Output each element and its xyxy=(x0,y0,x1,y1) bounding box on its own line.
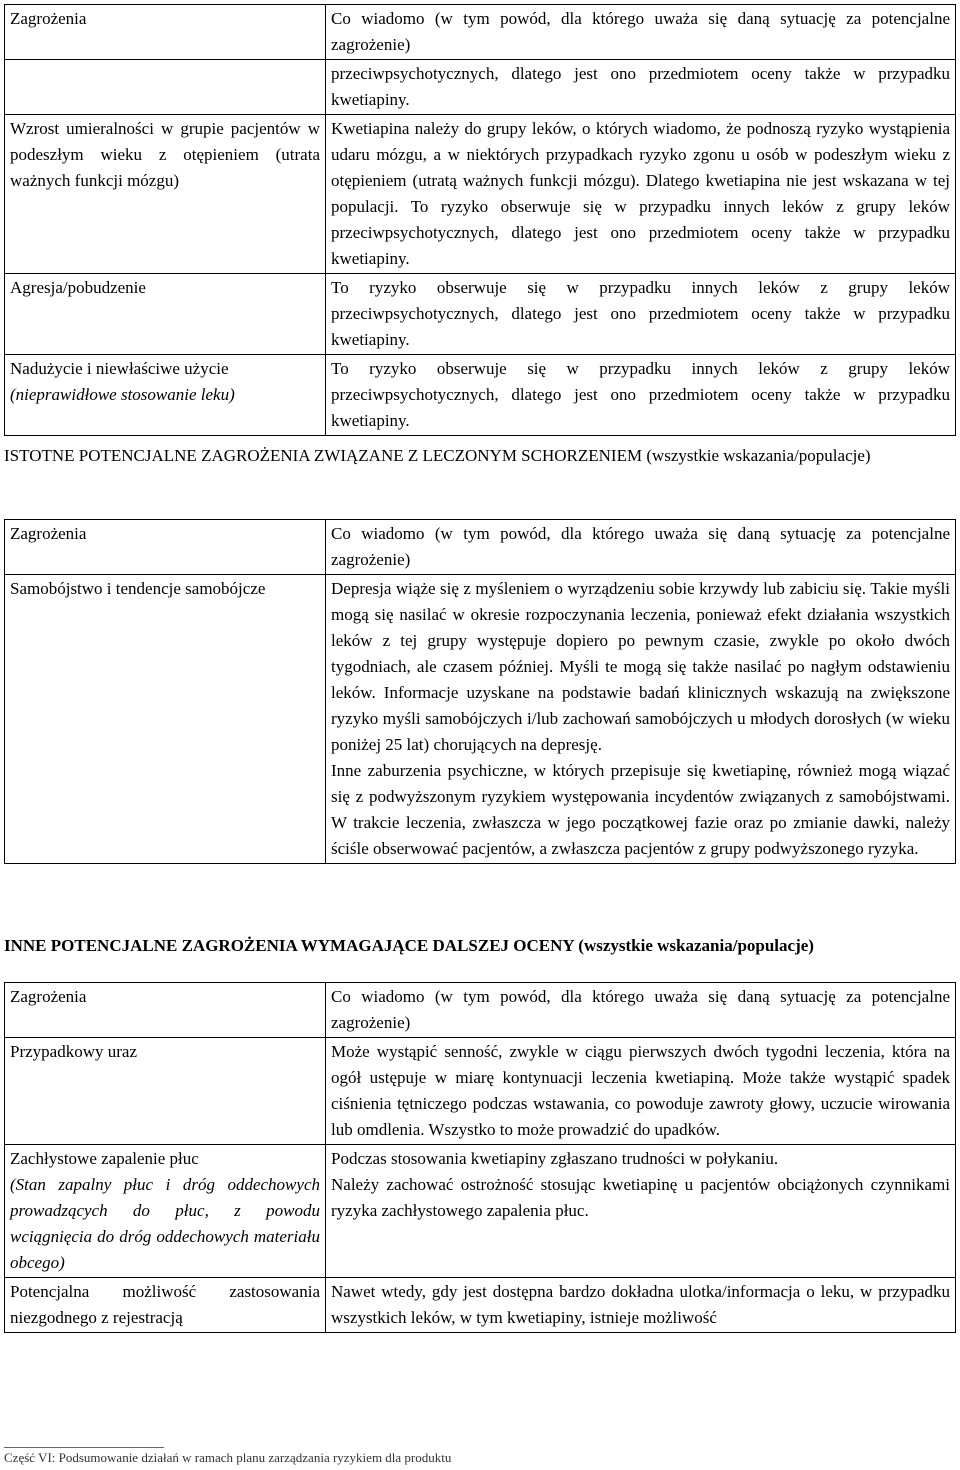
table-cell: Co wiadomo (w tym powód, dla którego uważa się daną sytuację za potencjalne zagrożenie) xyxy=(326,5,956,60)
table-cell: Kwetiapina należy do grupy leków, o których wiadomo, że podnoszą ryzyko wystąpienia udaru mózgu, a w niektórych przypadkach ryzyko zgonu u osób w podeszłym wieku z otępieniem (utratą ważnych funkcji mózgu). Dlatego kwetiapina nie jest wskazana w tej populacji. To ryzyko obserwuje się w przypadku innych leków z grupy leków przeciwpsychotycznych, dlatego jest ono przedmiotem oceny także w przypadku kwetiapiny. xyxy=(326,115,956,274)
footer-divider xyxy=(4,1447,164,1448)
table-cell: Agresja/pobudzenie xyxy=(5,274,326,355)
paragraph: Należy zachować ostrożność stosując kwetiapinę u pacjentów obciążonych czynnikami ryzyka zachłystowego zapalenia płuc. xyxy=(331,1175,950,1220)
column-header: Co wiadomo (w tym powód, dla którego uważa się daną sytuację za potencjalne zagrożenie) xyxy=(326,983,956,1038)
table-cell: To ryzyko obserwuje się w przypadku innych leków z grupy leków przeciwpsychotycznych, dlatego jest ono przedmiotem oceny także w przypadku kwetiapiny. xyxy=(326,355,956,436)
table-row xyxy=(5,5,956,60)
risk-name: Nadużycie i niewłaściwe użycie xyxy=(10,359,229,378)
risk-table-1 xyxy=(4,4,956,436)
section-heading-other-risks: INNE POTENCJALNE ZAGROŻENIA WYMAGAJĄCE DALSZEJ OCENY (wszystkie wskazania/populacje) xyxy=(4,936,814,955)
table-row xyxy=(5,1145,956,1278)
table-cell: przeciwpsychotycznych, dlatego jest ono przedmiotem oceny także w przypadku kwetiapiny. xyxy=(326,60,956,115)
table-cell xyxy=(326,575,956,864)
table-cell: Może wystąpić senność, zwykle w ciągu pierwszych dwóch tygodni leczenia, która na ogół ustępuje w miarę kontynuacji leczenia kwetiapiną. Może także wystąpić spadek ciśnienia tętniczego podczas wstawania, co powoduje zawroty głowy, uczucie wirowania lub omdlenia. Wszystko to może prowadzić do upadków. xyxy=(326,1038,956,1145)
risk-note: (Stan zapalny płuc i dróg oddechowych prowadzących do płuc, z powodu wciągnięcia do dróg oddechowych materiału obcego) xyxy=(10,1175,320,1272)
paragraph: Inne zaburzenia psychiczne, w których przepisuje się kwetiapinę, również mogą wiązać się z podwyższonym ryzykiem występowania incydentów związanych z samobójstwami. W trakcie leczenia, zwłaszcza w jego początkowej fazie oraz po zmianie dawki, należy ściśle obserwować pacjentów, a zwłaszcza pacjentów z grupy podwyższonego ryzyka. xyxy=(331,761,950,858)
table-cell xyxy=(5,1145,326,1278)
table-row xyxy=(5,1278,956,1333)
page-footer: Część VI: Podsumowanie działań w ramach planu zarządzania ryzykiem dla produktu xyxy=(4,1450,452,1465)
risk-name: Zachłystowe zapalenie płuc xyxy=(10,1149,199,1168)
table-cell: Samobójstwo i tendencje samobójcze xyxy=(5,575,326,864)
table-cell: Zagrożenia xyxy=(5,5,326,60)
table-cell: Potencjalna możliwość zastosowania niezgodnego z rejestracją xyxy=(5,1278,326,1333)
table-cell: Wzrost umieralności w grupie pacjentów w podeszłym wieku z otępieniem (utrata ważnych funkcji mózgu) xyxy=(5,115,326,274)
table-row xyxy=(5,274,956,355)
table-header-row xyxy=(5,520,956,575)
table-cell: Przypadkowy uraz xyxy=(5,1038,326,1145)
column-header: Zagrożenia xyxy=(5,983,326,1038)
table-cell xyxy=(5,355,326,436)
table-row xyxy=(5,60,956,115)
column-header: Zagrożenia xyxy=(5,520,326,575)
table-cell: To ryzyko obserwuje się w przypadku innych leków z grupy leków przeciwpsychotycznych, dlatego jest ono przedmiotem oceny także w przypadku kwetiapiny. xyxy=(326,274,956,355)
table-header-row xyxy=(5,983,956,1038)
table-row xyxy=(5,1038,956,1145)
table-row xyxy=(5,355,956,436)
paragraph: Podczas stosowania kwetiapiny zgłaszano trudności w połykaniu. xyxy=(331,1149,779,1168)
table-cell xyxy=(5,60,326,115)
risk-table-3 xyxy=(4,982,956,1333)
risk-note: (nieprawidłowe stosowanie leku) xyxy=(10,385,235,404)
table-row xyxy=(5,115,956,274)
table-cell xyxy=(326,1145,956,1278)
section-heading-important-risks: ISTOTNE POTENCJALNE ZAGROŻENIA ZWIĄZANE Z LECZONYM SCHORZENIEM (wszystkie wskazania/populacje) xyxy=(4,446,871,465)
risk-table-2 xyxy=(4,519,956,864)
paragraph: Depresja wiąże się z myśleniem o wyrządzeniu sobie krzywdy lub zabiciu się. Takie myśli mogą się nasilać w okresie rozpoczynania leczenia, ponieważ efekt działania wszystkich leków z tej grupy występuje dopiero po pewnym czasie, zwykle po około dwóch tygodniach, ale czasem później. Myśli te mogą się także nasilać po nagłym odstawieniu leków. Informacje uzyskane na podstawie badań klinicznych wskazują na zwiększone ryzyko myśli samobójczych i/lub zachowań samobójczych u młodych dorosłych (w wieku poniżej 25 lat) chorujących na depresję. xyxy=(331,579,950,754)
table-row xyxy=(5,575,956,864)
table-cell: Nawet wtedy, gdy jest dostępna bardzo dokładna ulotka/informacja o leku, w przypadku wszystkich leków, w tym kwetiapiny, istnieje możliwość xyxy=(326,1278,956,1333)
column-header: Co wiadomo (w tym powód, dla którego uważa się daną sytuację za potencjalne zagrożenie) xyxy=(326,520,956,575)
